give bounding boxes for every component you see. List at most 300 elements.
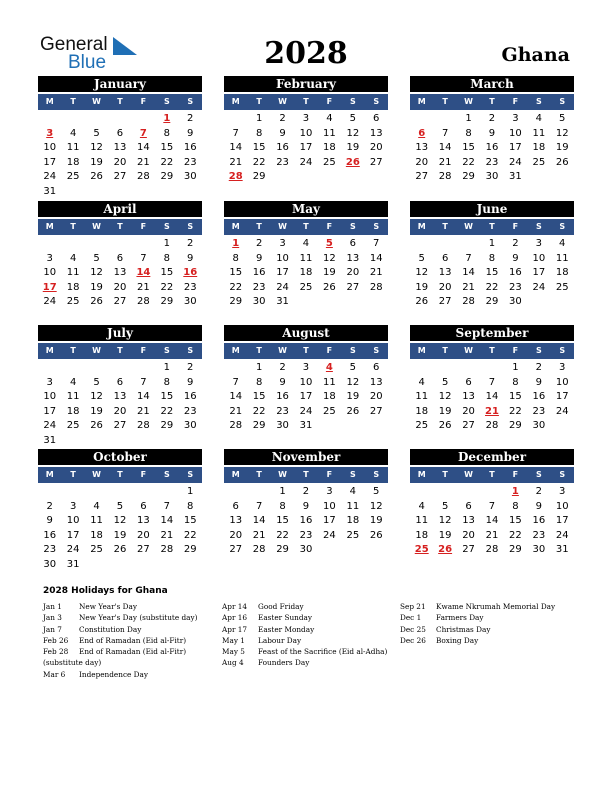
empty-day-cell xyxy=(61,237,84,252)
day-cell: 17 xyxy=(66,529,80,541)
holiday-column xyxy=(222,601,387,669)
empty-day-cell xyxy=(132,112,155,127)
day-cell: 17 xyxy=(555,391,569,402)
holiday-date: Feb 28 xyxy=(43,647,69,657)
holiday-name: New Year's Day (substitute day) xyxy=(79,613,198,623)
day-cell: 28 xyxy=(438,171,452,182)
holiday-row xyxy=(43,646,198,657)
day-cell: 11 xyxy=(66,142,80,153)
empty-day-cell xyxy=(457,361,480,376)
empty-day-cell xyxy=(132,485,155,500)
weekday-label: M xyxy=(417,222,426,231)
day-cell: 20 xyxy=(113,281,127,293)
weekday-label: F xyxy=(512,470,519,479)
weekday-label: T xyxy=(442,470,448,479)
day-cell: 14 xyxy=(485,515,499,526)
day-cell: 11 xyxy=(415,515,429,526)
weekday-label: S xyxy=(373,97,380,106)
day-cell: 11 xyxy=(299,252,313,264)
month-november xyxy=(224,449,388,558)
holiday-name: Constitution Day xyxy=(79,624,142,634)
day-cell: 13 xyxy=(462,391,475,402)
holiday-day-cell: 5 xyxy=(325,238,333,249)
day-cell: 7 xyxy=(163,500,170,512)
day-cell: 1 xyxy=(512,362,519,373)
day-cell: 31 xyxy=(509,171,522,182)
day-cell: 22 xyxy=(252,405,266,417)
day-cell: 27 xyxy=(113,296,127,307)
day-cell: 30 xyxy=(252,296,266,307)
weekday-label: T xyxy=(117,470,123,479)
empty-day-cell xyxy=(85,485,108,500)
day-cell: 9 xyxy=(535,500,542,512)
day-cell: 7 xyxy=(488,500,496,512)
day-cell: 11 xyxy=(415,391,429,402)
weekday-label: S xyxy=(163,470,170,479)
day-cell: 7 xyxy=(441,127,449,139)
day-cell: 15 xyxy=(276,515,289,526)
holiday-row xyxy=(43,601,198,612)
holiday-row xyxy=(43,624,198,635)
day-cell: 25 xyxy=(346,529,360,541)
day-cell: 8 xyxy=(232,252,239,264)
holiday-row xyxy=(400,624,555,635)
day-cell: 19 xyxy=(438,529,452,541)
day-cell: 15 xyxy=(160,391,174,402)
weekday-label: F xyxy=(512,346,519,355)
day-cell: 28 xyxy=(160,544,174,555)
day-cell: 7 xyxy=(465,252,472,264)
weekday-label: S xyxy=(535,346,542,355)
day-cell: 15 xyxy=(462,142,475,153)
day-cell: 30 xyxy=(509,296,522,307)
weekday-label: F xyxy=(512,222,519,231)
day-cell: 6 xyxy=(116,127,124,139)
month-title: January xyxy=(38,76,202,92)
weekday-label: F xyxy=(326,470,333,479)
day-cell: 23 xyxy=(276,405,289,417)
weekday-label: S xyxy=(349,222,356,231)
day-cell: 2 xyxy=(187,113,194,124)
day-grid xyxy=(38,361,202,448)
day-cell: 19 xyxy=(323,267,336,278)
weekday-label: M xyxy=(417,346,426,355)
holiday-column xyxy=(43,601,198,680)
day-cell: 23 xyxy=(183,405,197,417)
day-cell: 19 xyxy=(90,156,103,168)
holiday-row xyxy=(43,657,198,668)
day-cell: 5 xyxy=(349,113,356,124)
day-cell: 27 xyxy=(369,156,383,168)
holiday-date: Mar 6 xyxy=(43,669,66,679)
weekday-label: T xyxy=(70,470,76,479)
day-cell: 5 xyxy=(559,113,566,124)
weekday-header xyxy=(38,343,202,359)
day-cell: 15 xyxy=(509,515,522,526)
day-cell: 9 xyxy=(488,127,496,139)
day-cell: 29 xyxy=(485,296,499,307)
day-cell: 8 xyxy=(512,376,519,388)
empty-day-cell xyxy=(433,237,456,252)
holiday-row xyxy=(400,635,555,646)
holiday-date: May 5 xyxy=(222,647,245,657)
weekday-label: W xyxy=(464,97,473,106)
weekday-label: S xyxy=(349,470,356,479)
month-title: June xyxy=(410,201,574,217)
holiday-day-cell: 1 xyxy=(232,238,240,249)
day-cell: 5 xyxy=(93,376,100,388)
day-cell: 12 xyxy=(90,142,103,153)
day-cell: 29 xyxy=(509,544,522,555)
day-cell: 10 xyxy=(323,500,336,512)
day-cell: 10 xyxy=(43,142,57,153)
weekday-label: W xyxy=(92,97,101,106)
weekday-label: T xyxy=(256,222,262,231)
empty-day-cell xyxy=(61,485,84,500)
holiday-name: Christmas Day xyxy=(436,624,491,634)
calendar-country: Ghana xyxy=(501,44,570,66)
day-cell: 20 xyxy=(229,529,243,541)
empty-day-cell xyxy=(410,112,433,127)
day-cell: 24 xyxy=(43,296,57,307)
weekday-label: W xyxy=(278,346,287,355)
day-cell: 2 xyxy=(255,238,263,249)
day-cell: 2 xyxy=(46,500,53,512)
holiday-row xyxy=(222,657,387,668)
day-cell: 29 xyxy=(462,171,475,182)
month-august xyxy=(224,325,388,434)
day-cell: 21 xyxy=(369,267,383,278)
day-cell: 25 xyxy=(66,296,80,307)
holiday-name: Good Friday xyxy=(258,602,304,611)
weekday-label: M xyxy=(417,97,426,106)
month-april xyxy=(38,201,202,310)
day-cell: 9 xyxy=(187,376,194,388)
day-cell: 23 xyxy=(276,156,289,168)
day-cell: 14 xyxy=(229,391,243,402)
day-grid xyxy=(38,112,202,199)
day-cell: 14 xyxy=(160,515,174,526)
month-title: July xyxy=(38,325,202,341)
holiday-row xyxy=(43,612,198,623)
weekday-label: S xyxy=(373,222,380,231)
weekday-label: F xyxy=(326,346,333,355)
holiday-date: Dec 25 xyxy=(400,624,426,634)
weekday-label: M xyxy=(231,346,240,355)
day-cell: 18 xyxy=(415,405,429,417)
day-cell: 21 xyxy=(137,156,150,168)
day-cell: 22 xyxy=(229,281,243,293)
day-cell: 24 xyxy=(299,405,313,417)
day-cell: 18 xyxy=(66,156,80,168)
day-cell: 23 xyxy=(485,156,499,168)
day-cell: 5 xyxy=(441,500,449,512)
day-cell: 8 xyxy=(163,127,170,139)
day-cell: 17 xyxy=(43,405,57,417)
day-cell: 1 xyxy=(163,238,170,249)
day-cell: 13 xyxy=(438,267,452,278)
day-cell: 18 xyxy=(323,391,336,402)
day-cell: 22 xyxy=(509,405,522,417)
day-cell: 6 xyxy=(116,252,124,264)
day-cell: 9 xyxy=(302,500,310,512)
weekday-label: S xyxy=(535,470,542,479)
day-cell: 27 xyxy=(438,296,452,307)
day-cell: 1 xyxy=(465,113,472,124)
day-cell: 20 xyxy=(415,156,429,168)
day-cell: 25 xyxy=(299,281,313,293)
day-cell: 3 xyxy=(279,238,286,249)
day-cell: 11 xyxy=(323,376,336,388)
day-cell: 15 xyxy=(229,267,243,278)
weekday-label: M xyxy=(231,97,240,106)
day-grid xyxy=(224,361,388,434)
month-title: August xyxy=(224,325,388,341)
day-cell: 17 xyxy=(509,142,522,153)
day-cell: 20 xyxy=(369,142,383,153)
month-title: April xyxy=(38,201,202,217)
month-title: March xyxy=(410,76,574,92)
weekday-label: T xyxy=(256,346,262,355)
holiday-name: Easter Monday xyxy=(258,624,315,634)
empty-day-cell xyxy=(108,237,131,252)
day-cell: 17 xyxy=(323,515,336,526)
empty-day-cell xyxy=(38,112,61,127)
day-cell: 6 xyxy=(441,252,449,264)
weekday-label: S xyxy=(559,222,566,231)
day-cell: 19 xyxy=(415,281,429,293)
weekday-label: S xyxy=(187,346,194,355)
day-cell: 20 xyxy=(369,391,383,402)
empty-day-cell xyxy=(61,112,84,127)
empty-day-cell xyxy=(410,485,433,500)
weekday-label: S xyxy=(349,97,356,106)
day-cell: 8 xyxy=(279,500,286,512)
day-cell: 27 xyxy=(462,544,475,555)
day-cell: 10 xyxy=(299,127,313,139)
day-cell: 12 xyxy=(438,391,452,402)
day-cell: 13 xyxy=(113,391,127,402)
weekday-label: F xyxy=(140,470,147,479)
empty-day-cell xyxy=(247,485,270,500)
weekday-label: S xyxy=(559,470,566,479)
weekday-label: T xyxy=(303,346,309,355)
holiday-name: Farmers Day xyxy=(436,613,484,623)
brand-logo xyxy=(40,34,140,73)
empty-day-cell xyxy=(61,361,84,376)
day-cell: 20 xyxy=(346,267,360,278)
day-cell: 23 xyxy=(532,529,546,541)
day-cell: 31 xyxy=(43,434,57,446)
holiday-day-cell: 16 xyxy=(183,267,198,278)
day-cell: 14 xyxy=(137,391,150,402)
day-cell: 27 xyxy=(113,420,127,431)
weekday-header xyxy=(224,94,388,110)
weekday-label: T xyxy=(303,222,309,231)
weekday-label: F xyxy=(326,222,333,231)
weekday-label: T xyxy=(489,470,495,479)
day-cell: 22 xyxy=(160,405,174,417)
weekday-header xyxy=(224,219,388,235)
day-cell: 3 xyxy=(326,486,333,497)
day-cell: 23 xyxy=(183,281,197,293)
day-cell: 25 xyxy=(415,420,429,431)
day-cell: 21 xyxy=(229,156,243,168)
day-cell: 22 xyxy=(509,529,522,541)
day-cell: 3 xyxy=(302,362,310,373)
day-grid xyxy=(410,112,574,185)
day-cell: 1 xyxy=(488,238,496,249)
day-cell: 9 xyxy=(279,127,286,139)
day-cell: 24 xyxy=(509,156,522,168)
day-cell: 9 xyxy=(512,252,519,264)
day-cell: 16 xyxy=(299,515,313,526)
weekday-label: S xyxy=(349,346,356,355)
holiday-name: Independence Day xyxy=(79,669,148,679)
day-cell: 31 xyxy=(276,296,289,307)
day-cell: 1 xyxy=(255,362,263,373)
day-cell: 6 xyxy=(140,500,147,512)
day-cell: 8 xyxy=(255,376,263,388)
day-cell: 29 xyxy=(509,420,522,431)
day-cell: 2 xyxy=(488,113,496,124)
day-cell: 9 xyxy=(187,252,194,264)
empty-day-cell xyxy=(457,237,480,252)
weekday-label: M xyxy=(417,470,426,479)
month-title: September xyxy=(410,325,574,341)
day-cell: 28 xyxy=(462,296,475,307)
day-cell: 15 xyxy=(160,142,174,153)
day-cell: 16 xyxy=(532,391,546,402)
day-cell: 10 xyxy=(509,127,522,139)
day-cell: 4 xyxy=(326,113,333,124)
day-cell: 19 xyxy=(369,515,383,526)
holiday-name: Boxing Day xyxy=(436,635,479,645)
day-cell: 17 xyxy=(276,267,289,278)
day-cell: 11 xyxy=(532,127,546,139)
day-cell: 1 xyxy=(279,486,286,497)
day-cell: 30 xyxy=(183,296,197,307)
day-grid xyxy=(410,485,574,558)
day-cell: 10 xyxy=(66,515,80,526)
day-cell: 8 xyxy=(255,127,263,139)
day-cell: 30 xyxy=(485,171,499,182)
day-cell: 28 xyxy=(252,544,266,555)
day-cell: 18 xyxy=(90,529,103,541)
weekday-label: S xyxy=(373,470,380,479)
day-cell: 29 xyxy=(276,544,289,555)
weekday-header xyxy=(224,467,388,483)
holiday-row xyxy=(400,612,555,623)
month-september xyxy=(410,325,574,434)
day-cell: 19 xyxy=(555,142,569,153)
day-cell: 22 xyxy=(183,529,197,541)
day-grid xyxy=(410,237,574,310)
day-cell: 26 xyxy=(90,420,103,431)
day-cell: 5 xyxy=(93,127,100,139)
weekday-header xyxy=(410,467,574,483)
day-cell: 21 xyxy=(485,529,499,541)
day-cell: 10 xyxy=(532,252,546,264)
holiday-day-cell: 21 xyxy=(485,405,499,417)
weekday-label: S xyxy=(373,346,380,355)
day-cell: 6 xyxy=(349,238,356,249)
day-cell: 24 xyxy=(43,171,57,182)
day-cell: 7 xyxy=(232,127,239,139)
day-cell: 5 xyxy=(93,252,100,264)
day-grid xyxy=(224,485,388,558)
day-cell: 3 xyxy=(535,238,542,249)
day-cell: 2 xyxy=(535,486,542,497)
weekday-label: T xyxy=(489,222,495,231)
day-cell: 26 xyxy=(369,529,383,541)
holiday-date: Apr 14 xyxy=(222,602,248,611)
day-cell: 1 xyxy=(187,486,194,497)
holiday-row xyxy=(43,635,198,646)
day-cell: 9 xyxy=(535,376,542,388)
day-cell: 8 xyxy=(163,252,170,264)
day-cell: 3 xyxy=(46,376,53,388)
day-cell: 16 xyxy=(183,391,197,402)
day-cell: 24 xyxy=(323,529,336,541)
weekday-label: T xyxy=(117,346,123,355)
calendar-year: 2028 xyxy=(264,36,348,71)
day-cell: 26 xyxy=(346,405,360,417)
day-cell: 12 xyxy=(346,376,360,388)
weekday-label: T xyxy=(303,97,309,106)
day-cell: 22 xyxy=(252,156,266,168)
weekday-label: T xyxy=(442,222,448,231)
day-cell: 7 xyxy=(140,252,147,264)
day-cell: 31 xyxy=(43,185,57,197)
day-cell: 14 xyxy=(462,267,475,278)
day-cell: 22 xyxy=(160,156,174,168)
day-cell: 20 xyxy=(462,529,475,541)
weekday-label: S xyxy=(535,97,542,106)
day-cell: 10 xyxy=(43,391,57,402)
day-cell: 6 xyxy=(232,500,239,512)
day-cell: 29 xyxy=(252,420,266,431)
day-cell: 27 xyxy=(369,405,383,417)
day-cell: 12 xyxy=(90,267,103,278)
weekday-label: S xyxy=(535,222,542,231)
holiday-name: Labour Day xyxy=(258,635,302,645)
day-cell: 25 xyxy=(532,156,546,168)
day-cell: 23 xyxy=(299,529,313,541)
brand-line1: General xyxy=(40,34,108,55)
day-cell: 2 xyxy=(535,362,542,373)
weekday-label: T xyxy=(256,470,262,479)
day-cell: 17 xyxy=(555,515,569,526)
day-cell: 22 xyxy=(160,281,174,293)
day-cell: 28 xyxy=(485,544,499,555)
holiday-date: Sep 21 xyxy=(400,602,426,611)
holiday-row xyxy=(43,669,198,680)
day-cell: 26 xyxy=(438,420,452,431)
month-january xyxy=(38,76,202,199)
day-cell: 4 xyxy=(93,500,100,512)
weekday-label: F xyxy=(140,97,147,106)
holiday-day-cell: 6 xyxy=(418,127,426,139)
month-october xyxy=(38,449,202,572)
day-cell: 25 xyxy=(90,544,103,555)
holiday-day-cell: 7 xyxy=(139,127,147,139)
day-cell: 12 xyxy=(90,391,103,402)
day-cell: 6 xyxy=(373,113,380,124)
weekday-label: T xyxy=(442,346,448,355)
day-cell: 14 xyxy=(485,391,499,402)
day-cell: 5 xyxy=(441,376,449,388)
